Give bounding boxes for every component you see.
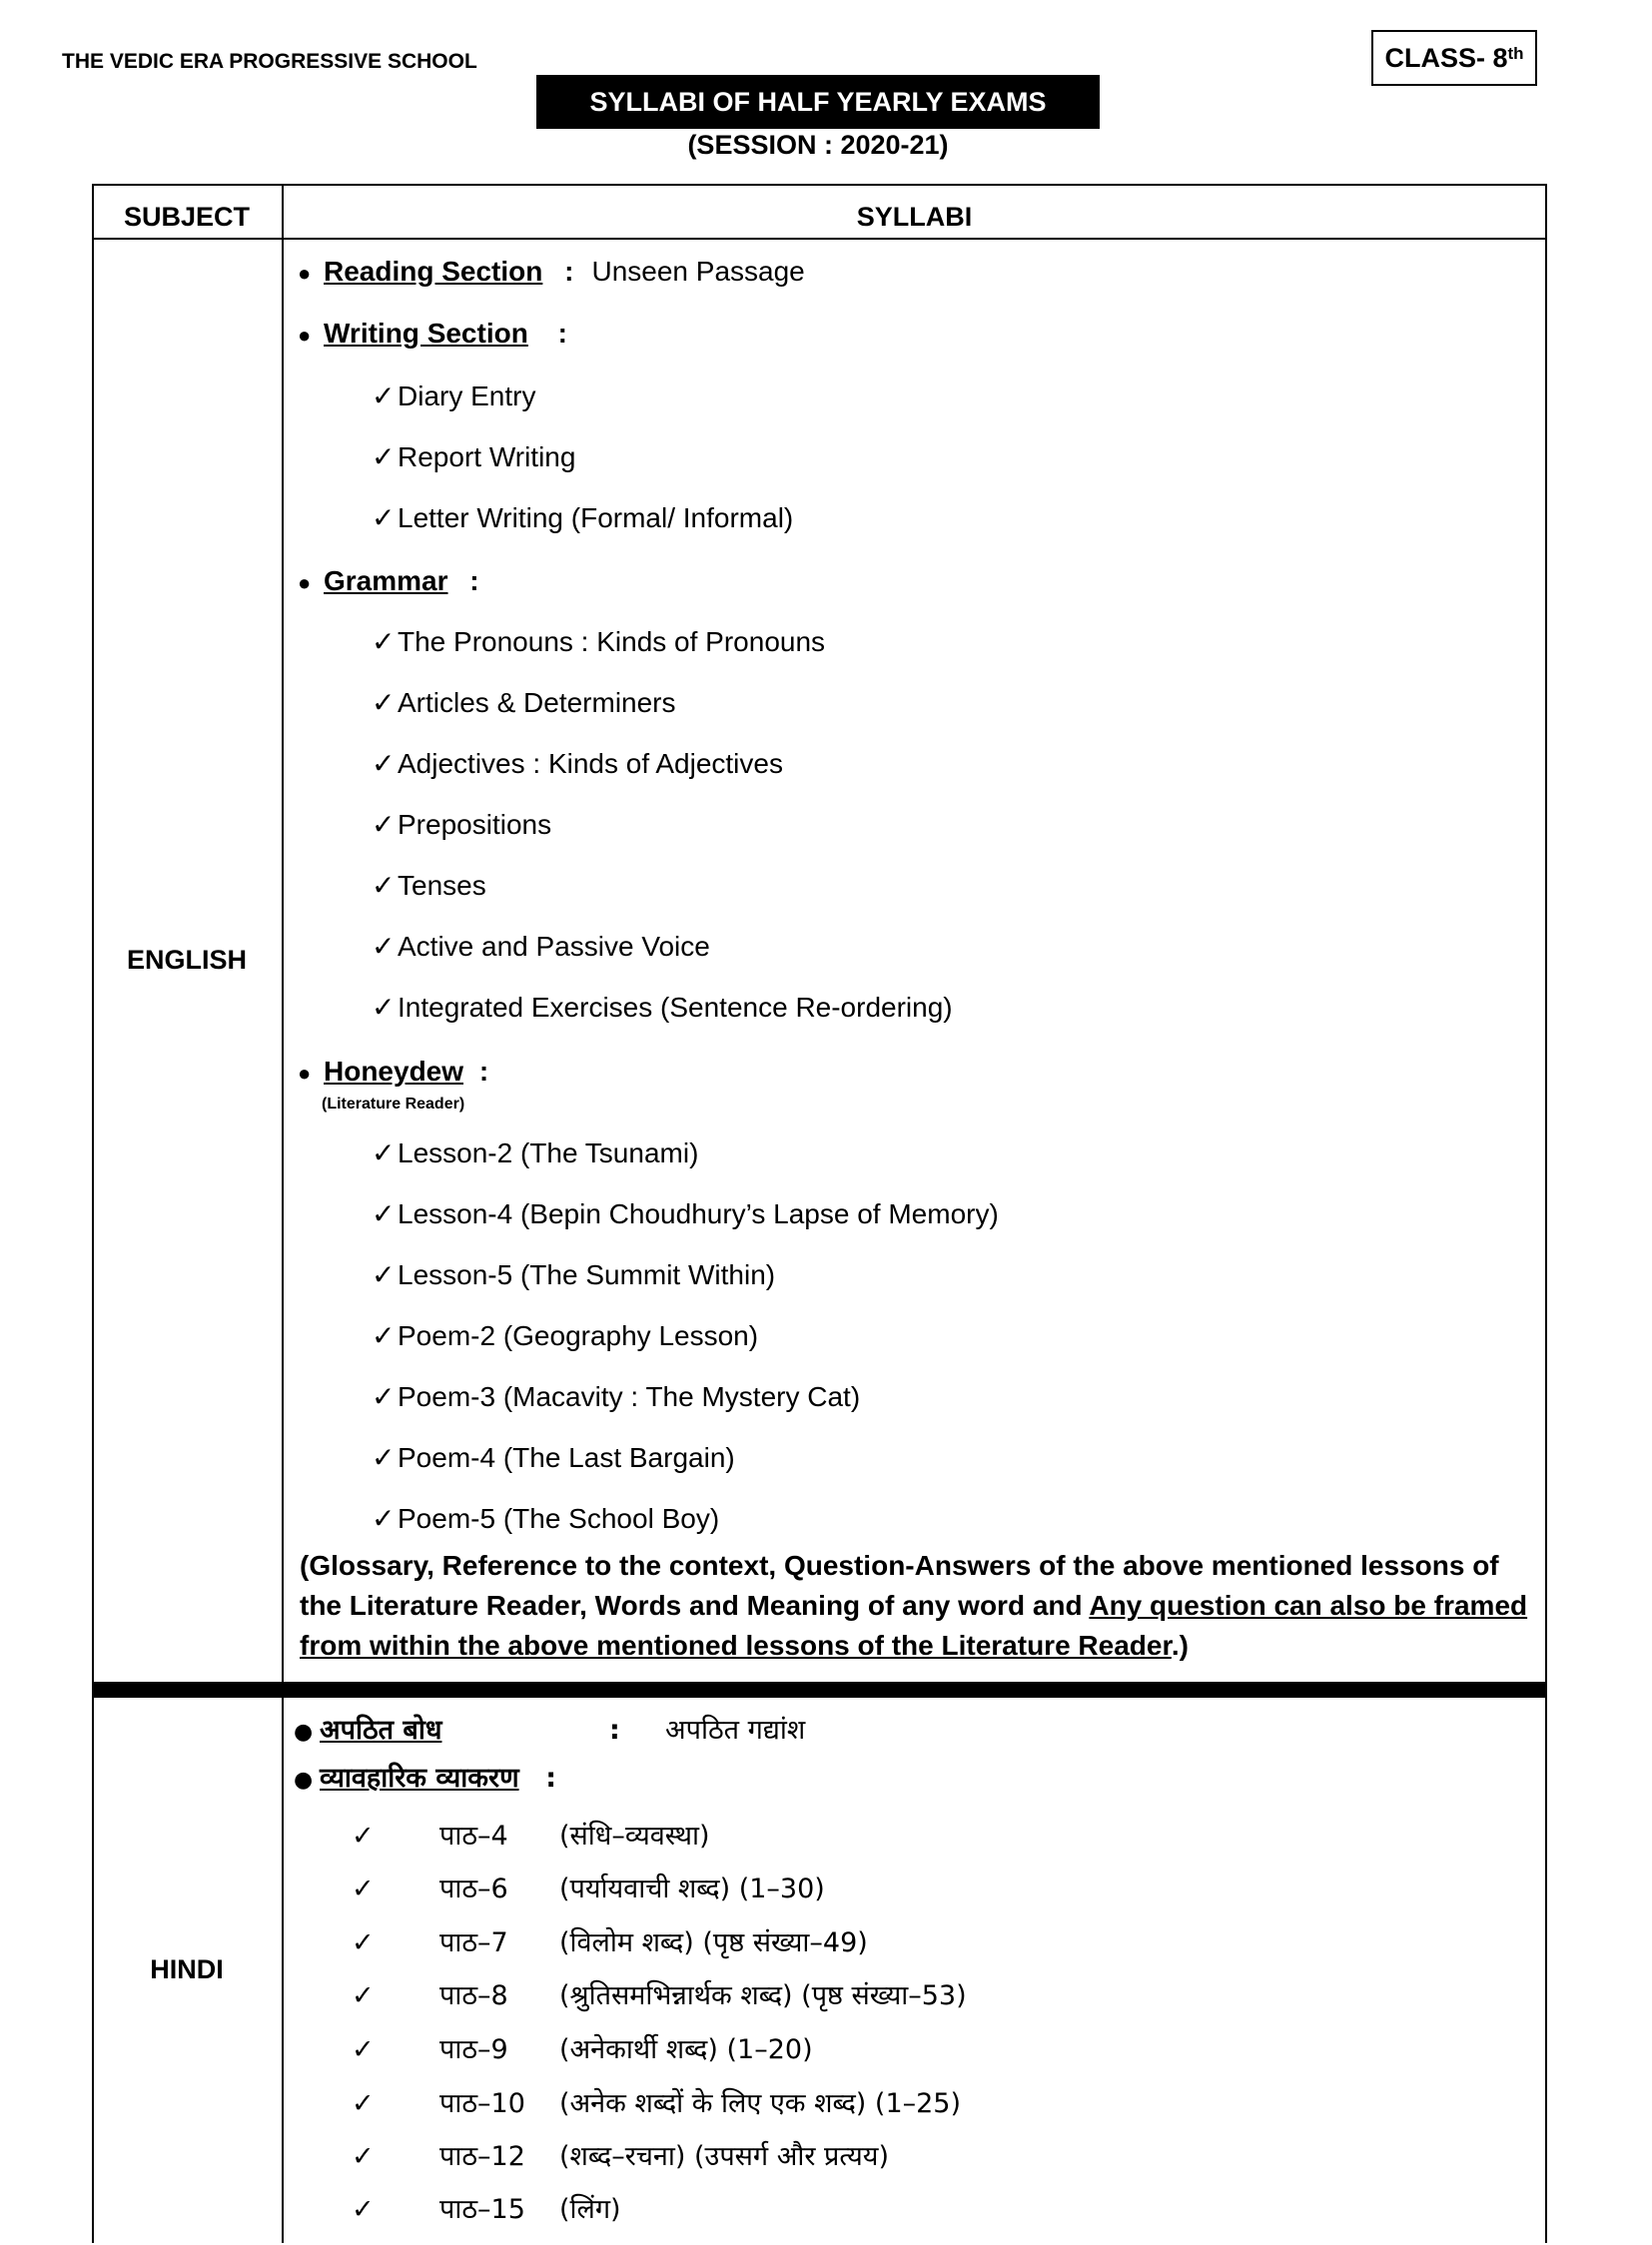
reading-separator: :: [564, 256, 574, 287]
grammar-line: ● Grammar :: [298, 565, 479, 596]
list-item: ✓Active and Passive Voice: [372, 931, 710, 962]
column-header-subject: SUBJECT: [123, 202, 251, 232]
list-item: ✓Poem-4 (The Last Bargain): [372, 1442, 735, 1473]
reading-section-line: ● Reading Section : Unseen Passage: [298, 256, 805, 287]
list-item: ✓Integrated Exercises (Sentence Re-ordering): [372, 992, 953, 1023]
honeydew-line: ● Honeydew :: [298, 1056, 489, 1087]
list-item: ✓Poem-5 (The School Boy): [372, 1503, 720, 1534]
honeydew-label: Honeydew: [324, 1056, 464, 1087]
list-item: ✓Adjectives : Kinds of Adjectives: [372, 748, 783, 779]
list-item: ✓ पाठ–8 (श्रुतिसमभिन्नार्थक शब्द) (पृष्ठ संख्या–53): [352, 1980, 967, 2011]
class-superscript: th: [1507, 44, 1524, 63]
list-item: ✓ पाठ–6 (पर्यायवाची शब्द) (1–30): [352, 1873, 825, 1904]
class-badge: [1371, 30, 1537, 86]
list-item: ✓ पाठ–12 (शब्द–रचना) (उपसर्ग और प्रत्यय): [352, 2141, 889, 2172]
subject-hindi: HINDI: [150, 1954, 224, 1984]
list-item: ✓Letter Writing (Formal/ Informal): [372, 502, 794, 533]
apathit-line: ● अपठित बोध : अपठित गद्यांश: [294, 1710, 805, 1747]
vyakaran-label: व्यावहारिक व्याकरण: [320, 1763, 519, 1794]
school-name: THE VEDIC ERA PROGRESSIVE SCHOOL: [62, 50, 477, 73]
list-item: ✓ पाठ–4 (संधि–व्यवस्था): [352, 1821, 710, 1852]
writing-separator: :: [557, 318, 567, 349]
list-item: ✓Lesson-2 (The Tsunami): [372, 1137, 699, 1168]
writing-section-line: ● Writing Section :: [298, 318, 567, 349]
class-label: CLASS- 8: [1384, 42, 1508, 73]
list-item: ✓The Pronouns : Kinds of Pronouns: [372, 626, 826, 657]
list-item: ✓ पाठ–9 (अनेकार्थी शब्द) (1–20): [352, 2034, 813, 2065]
honeydew-subtitle: (Literature Reader): [322, 1096, 465, 1113]
grammar-separator: :: [469, 565, 479, 596]
list-item: ✓Articles & Determiners: [372, 687, 676, 718]
list-item: ✓Prepositions: [372, 809, 552, 840]
reading-section-label: Reading Section: [324, 256, 543, 287]
list-item: ✓Poem-2 (Geography Lesson): [372, 1320, 759, 1351]
apathit-label: अपठित बोध: [320, 1715, 442, 1746]
vyakaran-separator: :: [545, 1763, 556, 1794]
apathit-value: अपठित गद्यांश: [665, 1715, 806, 1746]
grammar-label: Grammar: [324, 565, 448, 596]
list-item: ✓Poem-3 (Macavity : The Mystery Cat): [372, 1381, 861, 1412]
list-item: ✓ पाठ–15 (लिंग): [352, 2194, 621, 2225]
reading-section-value: Unseen Passage: [591, 256, 805, 287]
honeydew-separator: :: [478, 1056, 489, 1087]
vyakaran-line: ● व्यावहारिक व्याकरण :: [294, 1763, 556, 1794]
session-label: (SESSION : 2020-21): [687, 130, 949, 160]
literature-note: (Glossary, Reference to the context, Question-Answers of the above mentioned lessons of the Literature Reader, Words and Meaning of any word and Any question can also be framed from within the above mentioned lessons of the Literature Reader.): [300, 1550, 1528, 1661]
list-item: ✓Diary Entry: [372, 380, 536, 411]
apathit-separator: :: [609, 1715, 620, 1746]
list-item: ✓ पाठ–10 (अनेक शब्दों के लिए एक शब्द) (1–25): [352, 2088, 962, 2119]
list-item: ✓Tenses: [372, 870, 486, 901]
column-header-syllabi: SYLLABI: [856, 202, 973, 232]
list-item: ✓Lesson-4 (Bepin Choudhury’s Lapse of Memory): [372, 1198, 999, 1229]
list-item: ✓ पाठ–7 (विलोम शब्द) (पृष्ठ संख्या–49): [352, 1927, 868, 1958]
list-item: ✓Report Writing: [372, 441, 576, 472]
writing-section-label: Writing Section: [324, 318, 528, 349]
page-title: SYLLABI OF HALF YEARLY EXAMS: [536, 75, 1100, 129]
subject-english: ENGLISH: [126, 945, 247, 975]
list-item: ✓Lesson-5 (The Summit Within): [372, 1259, 776, 1290]
